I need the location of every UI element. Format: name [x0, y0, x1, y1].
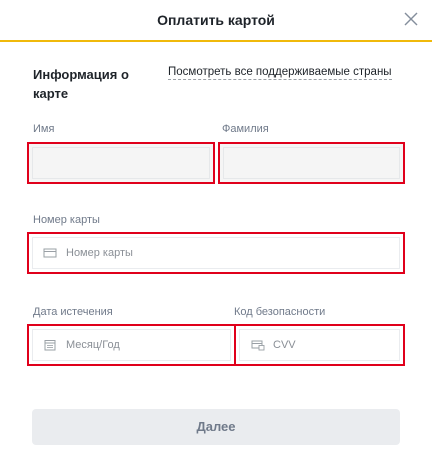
next-button-label: Далее	[196, 419, 236, 434]
card-lock-icon	[251, 339, 265, 351]
modal-title: Оплатить картой	[157, 12, 275, 28]
card-number-placeholder: Номер карты	[66, 247, 133, 259]
first-name-label: Имя	[33, 123, 55, 135]
expiry-field[interactable]	[27, 324, 236, 366]
cvv-field[interactable]	[234, 324, 405, 366]
supported-countries-link[interactable]: Посмотреть все поддерживаемые страны	[168, 66, 392, 78]
first-name-field[interactable]	[27, 142, 215, 184]
card-number-input[interactable]	[32, 237, 400, 269]
card-info-title: Информация о карте	[33, 67, 129, 101]
cvv-label: Код безопасности	[234, 306, 326, 318]
first-name-input[interactable]	[32, 147, 210, 179]
expiry-input[interactable]	[32, 329, 231, 361]
expiry-placeholder: Месяц/Год	[66, 339, 120, 351]
card-number-label: Номер карты	[33, 214, 100, 226]
next-button[interactable]	[32, 409, 400, 445]
last-name-label: Фамилия	[222, 123, 269, 135]
last-name-input[interactable]	[223, 147, 400, 179]
modal-header	[0, 0, 432, 42]
credit-card-icon	[43, 247, 57, 259]
last-name-field[interactable]	[218, 142, 405, 184]
card-number-field[interactable]	[27, 232, 405, 274]
expiry-label: Дата истечения	[33, 306, 113, 318]
cvv-placeholder: CVV	[273, 339, 296, 351]
close-button[interactable]	[400, 8, 422, 30]
close-icon	[400, 8, 422, 30]
cvv-input[interactable]	[239, 329, 400, 361]
calendar-icon	[43, 339, 57, 351]
